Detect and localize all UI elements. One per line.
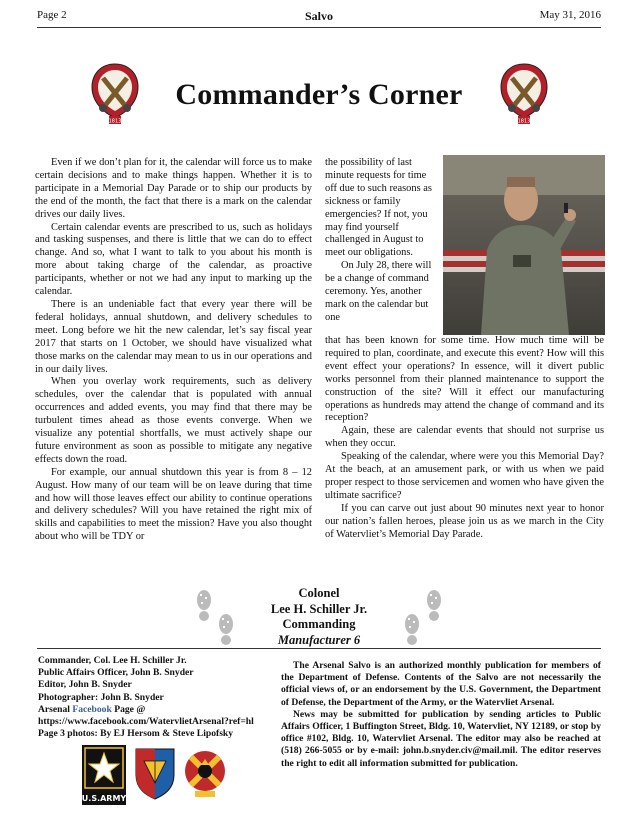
ordnance-crest-icon xyxy=(182,745,228,801)
signature-role: Manufacturer 6 xyxy=(277,632,361,647)
masthead-commander: Commander, Col. Lee H. Schiller Jr. xyxy=(38,655,187,666)
materiel-command-shield-icon xyxy=(132,745,178,801)
issue-date: May 31, 2016 xyxy=(539,9,601,21)
page-header xyxy=(37,9,601,25)
article-right-narrow-column xyxy=(325,157,437,325)
seal-year: 1813 xyxy=(517,118,531,125)
footer-rule xyxy=(37,648,601,649)
facebook-link[interactable]: Facebook xyxy=(72,703,112,715)
disclaimer-paragraph: The Arsenal Salvo is an authorized monthly publication for members of the Department of Defense. Contents of the Salvo are not necessarily the official views of, or an endorsement by the U.S. Government, the Department of Defense, the Department of the Army, or the Watervliet Arsenal. xyxy=(281,660,601,708)
facebook-url[interactable]: https://www.facebook.com/WatervlietArsenal?ref=hl xyxy=(38,716,254,728)
paragraph: If you can carve out just about 90 minutes next year to honor our nation’s fallen heroes, please join us as we march in the City of Watervliet’s Memorial Day Parade. xyxy=(325,502,604,540)
paragraph: that has been known for some time. How much time will be required to plan, coordinate, and execute this event? How will this event effect your operations? In essence, will it divert public works personnel from their planned maintenance to support the construction of the site? Will it effect our manufacturing operations as hundreds may attend the change of command and its reception? xyxy=(325,335,604,424)
masthead-page-text: Page @ xyxy=(111,703,146,715)
signature-name: Lee H. Schiller Jr. xyxy=(270,601,368,616)
masthead-photo-credits: Page 3 photos: By EJ Hersom & Steve Lipofsky xyxy=(38,728,234,740)
army-star-logo xyxy=(82,745,126,805)
signature-rank: Colonel xyxy=(298,586,340,600)
masthead xyxy=(38,655,278,740)
masthead-photographer: Photographer: John B. Snyder xyxy=(38,691,164,703)
disclaimer-paragraph: News may be submitted for publication by sending articles to Public Affairs Officer, 1 Buffington Street, Bldg. 10, Watervliet, NY 12189, or stop by office #102, Bldg. 10, Watervliet Arsenal. The editor may also be reached at (518) 266-5055 or by e-mail: john.b.snyder.civ@mail.mil. The editor reserves the right to edit all information submitted for publication. xyxy=(281,708,601,769)
signature-block xyxy=(0,586,638,648)
article-left-column xyxy=(35,157,312,544)
masthead-editor: Editor, John B. Snyder xyxy=(38,679,132,691)
publication-name: Salvo xyxy=(304,9,333,23)
masthead-pao: Public Affairs Officer, John B. Snyder xyxy=(38,667,194,679)
army-logo-text: U.S.ARMY xyxy=(82,794,126,803)
disclaimer xyxy=(281,660,601,770)
header-rule xyxy=(37,27,601,28)
page-title: Commander’s Corner xyxy=(175,78,463,111)
paragraph: Speaking of the calendar, where were you this Memorial Day? At the beach, at an amusement park, or with us when we paid proper respect to those servicemen and women who have given the ultimate sacrifice? xyxy=(325,451,604,501)
paragraph: Even if we don’t plan for it, the calendar will force us to make certain decisions and to make things happen. Whether it is to participate in a Memorial Day Parade or to ship our products by the end of the month, the fact that there is a mark on the calendar drives our daily lives. xyxy=(35,157,312,220)
paragraph: Certain calendar events are prescribed to us, such as holidays and tasking suspenses, and there is little that we can do to effect change. And so, what I want to talk to you about his month is more about taking charge of the calendar, as proactive participants, whether or not we had any input to marking up the calendar. xyxy=(35,221,312,298)
masthead-arsenal-text: Arsenal xyxy=(38,703,73,715)
paragraph: the possibility of last minute requests for time off due to such reasons as sickness or family emergencies? If not, you may find yourself challenged in August to meet our obligations. xyxy=(325,157,432,259)
seal-year: 1813 xyxy=(108,118,122,125)
paragraph: For example, our annual shutdown this year is from 8 – 12 August. How many of our team will be on leave during that time and how will those leaves effect our ability to continue operations and delivery schedules? Will you have retained the right mix of skills and capabilities to meet the mission? Have you also thought about who will be TDY or xyxy=(35,466,312,543)
paragraph: When you overlay work requirements, such as delivery schedules, over the calendar that is populated with annual occurrences and added events, you may find that there may be turbulent times ahead as those events converge. When we visualize any potential shortfalls, we must actively shape our future environment as soon as possible to mitigate any negative effects down the road. xyxy=(35,376,312,465)
signature-position: Commanding xyxy=(282,617,356,631)
paragraph: On July 28, there will be a change of command ceremony. Yes, another mark on the calendar but one xyxy=(325,260,432,323)
paragraph: Again, these are calendar events that should not surprise us when they occur. xyxy=(325,425,604,450)
paragraph: There is an undeniable fact that every year there will be federal holidays, annual shutdown, and delivery schedules to meet. Long before we hit the new calendar, let’s say fiscal year 2017 that starts on 1 October, we should have visualized what those marks on the calendar may mean to us in our operations and in our daily lives. xyxy=(35,298,312,375)
masthead-facebook-line xyxy=(38,704,278,716)
commander-photo xyxy=(443,155,605,335)
page-number: Page 2 xyxy=(37,9,67,21)
article-right-wide-column xyxy=(325,335,604,542)
